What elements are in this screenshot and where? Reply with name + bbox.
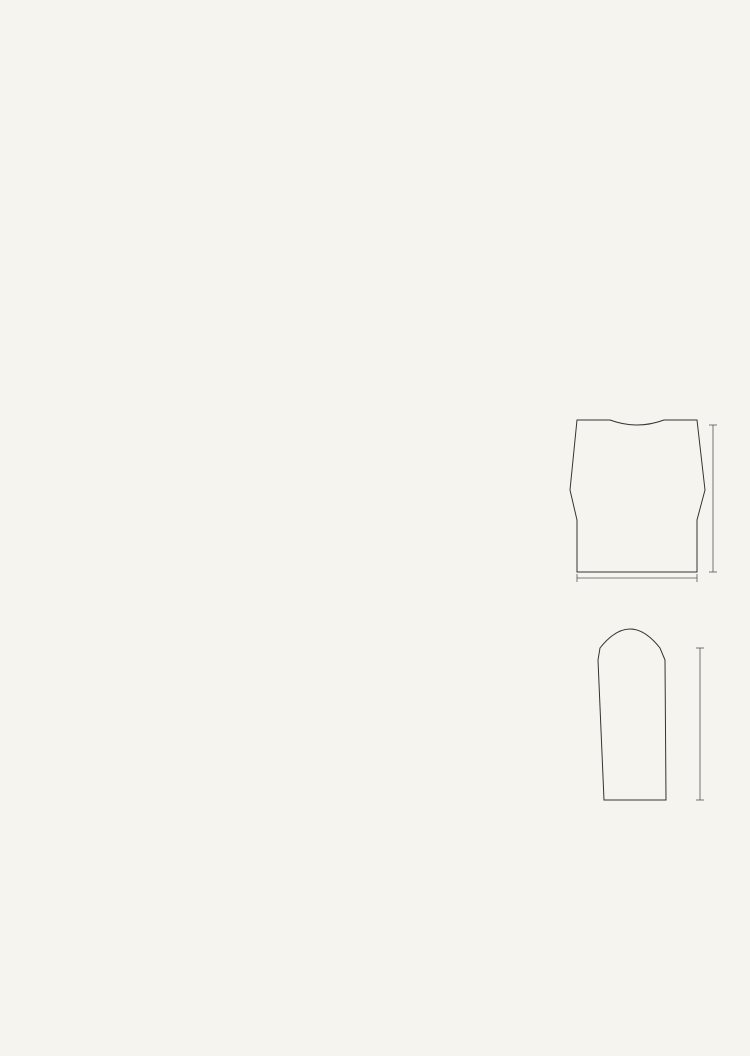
sleeve-outline bbox=[598, 629, 666, 800]
body-outline bbox=[570, 420, 705, 572]
